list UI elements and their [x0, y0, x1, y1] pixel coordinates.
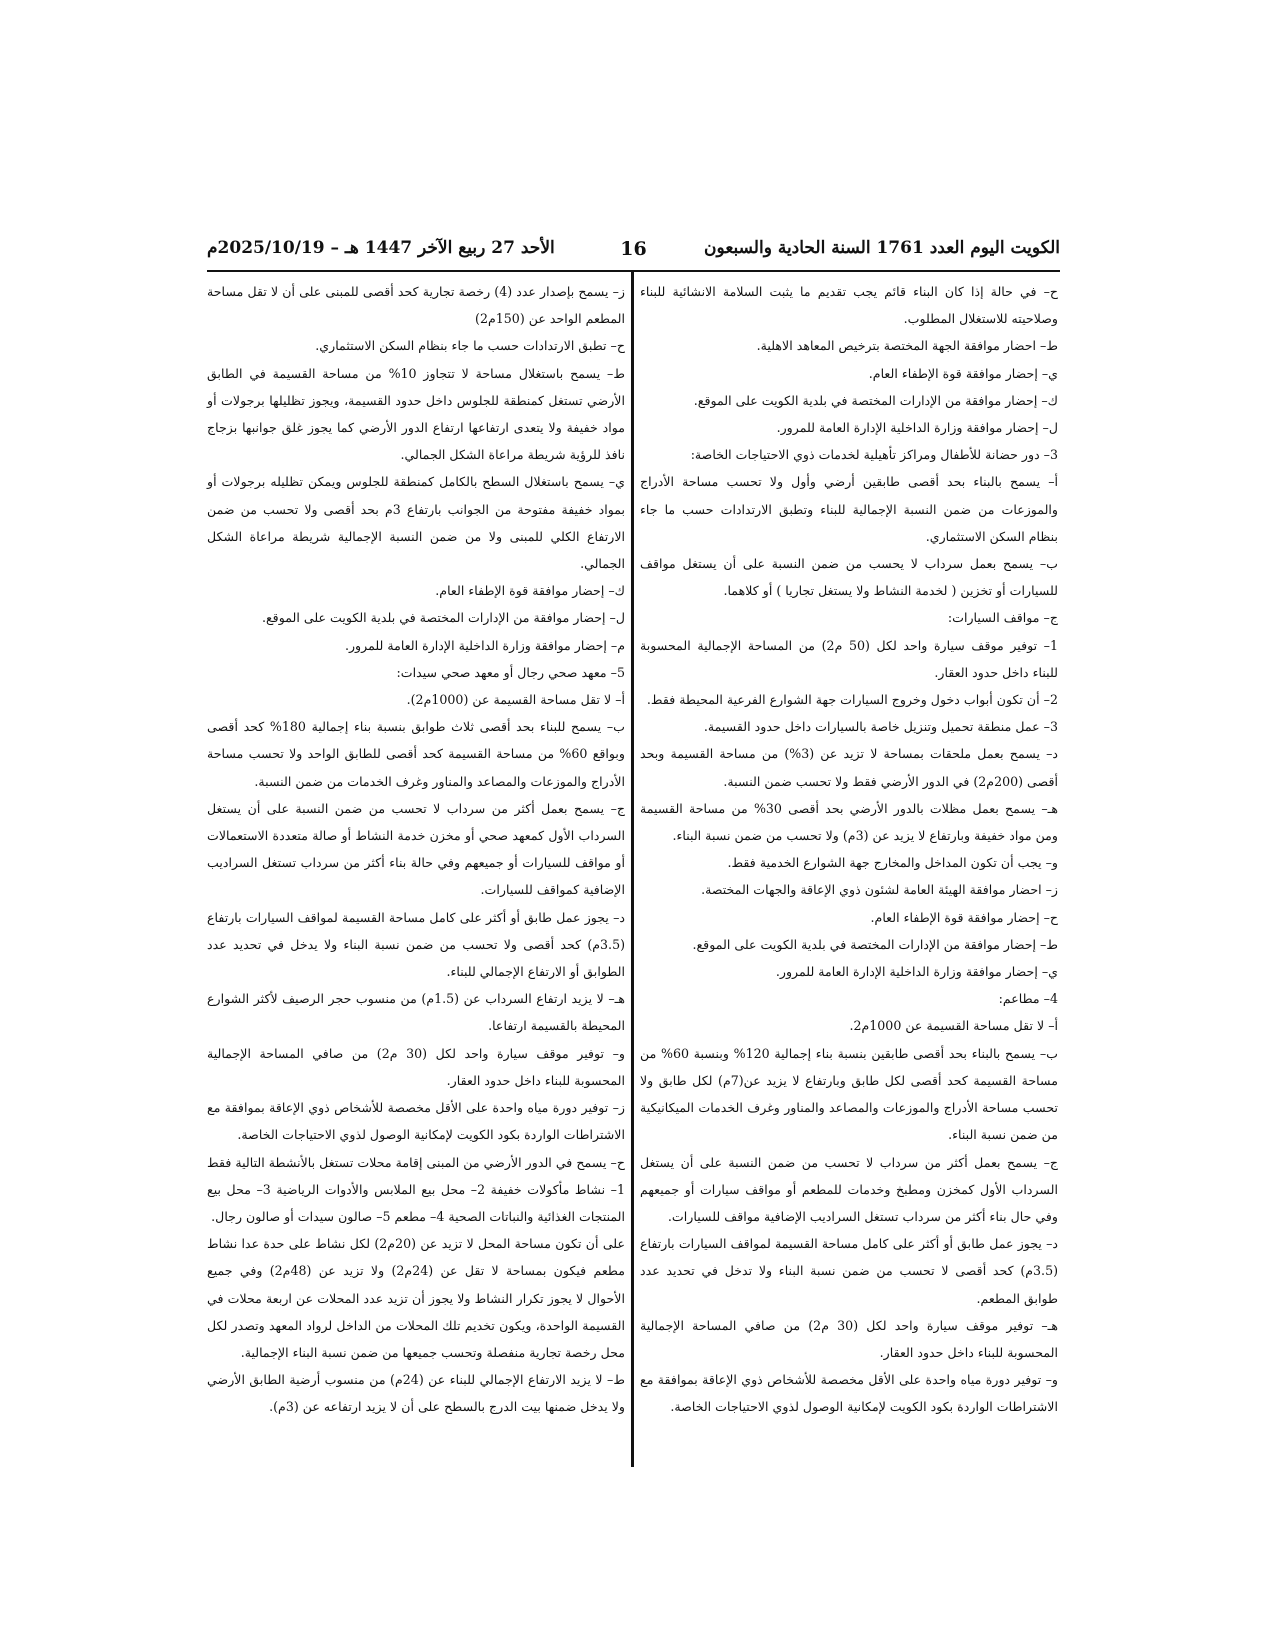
- paragraph: ز– توفير دورة مياه واحدة على الأقل مخصصة للأشخاص ذوي الإعاقة بموافقة مع الاشتراطات الواردة بكود الكويت لإمكانية الوصول لذوي الاحتياجات الخاصة.: [207, 1100, 625, 1143]
- section-heading: 3– دور حضانة للأطفال ومراكز تأهيلية لخدمات ذوي الاحتياجات الخاصة:: [690, 447, 1058, 463]
- section-heading: 4– مطاعم:: [998, 991, 1058, 1007]
- paragraph: و– توفير دورة مياه واحدة على الأقل مخصصة للأشخاص ذوي الإعاقة بموافقة مع الاشتراطات الواردة بكود الكويت لإمكانية الوصول لذوي الاحتياجات الخاصة.: [640, 1372, 1058, 1415]
- paragraph: ك– إحضار موافقة قوة الإطفاء العام.: [435, 583, 625, 599]
- paragraph: ل– إحضار موافقة وزارة الداخلية الإدارة العامة للمرور.: [776, 420, 1058, 436]
- paragraph: ح– إحضار موافقة قوة الإطفاء العام.: [870, 909, 1058, 925]
- paragraph: ب– يسمح بعمل سرداب لا يحسب من ضمن النسبة على أن يستغل مواقف للسيارات أو تخزين ( لخدمة النشاط ولا يستغل تجاريا ) أو كلاهما.: [640, 556, 1058, 599]
- page-number: 16: [620, 238, 647, 260]
- header-date: الأحد 27 ربيع الآخر 1447 هـ – 2025/10/19م: [207, 238, 555, 258]
- section-heading: 5– معهد صحي رجال أو معهد صحي سيدات:: [396, 664, 625, 680]
- paragraph: ي– إحضار موافقة وزارة الداخلية الإدارة العامة للمرور.: [775, 964, 1058, 980]
- paragraph: 2– أن تكون أبواب دخول وخروج السيارات جهة الشوارع الفرعية المحيطة فقط.: [646, 692, 1058, 708]
- paragraph: ح– يسمح في الدور الأرضي من المبنى إقامة محلات تستغل بالأنشطة التالية فقط 1– نشاط مأكولات خفيفة 2– محل بيع الملابس والأدوات الرياضية 3– محل بيع المنتجات الغذائية والنباتات الصحية 4– مطعم 5– صالون سيدات أو صالون رجال.: [207, 1154, 625, 1224]
- left-column: [207, 278, 625, 1421]
- paragraph: أ– لا تقل مساحة القسيمة عن (1000م2).: [406, 692, 625, 708]
- paragraph: ج– يسمح بعمل أكثر من سرداب لا تحسب من ضمن النسبة على أن يستغل السرداب الأول كمعهد صحي أو مخزن خدمة النشاط أو صالة متعددة الاستعمالات أو مواقف للسيارات أو جميعهم وفي حالة بناء أكثر من سرداب تستغل السراديب الإضافية كمواقف للسيارات.: [207, 800, 625, 898]
- paragraph: ط– يسمح باستغلال مساحة لا تتجاوز 10% من مساحة القسيمة في الطابق الأرضي تستغل كمنطقة للجلوس داخل حدود القسيمة، ويجوز تظليلها برجولات أو مواد خفيفة ولا يتعدى ارتفاعها ارتفاع الدور الأرضي كما يجوز غلق جوانبها بزجاج نافذ للرؤية شريطة مراعاة الشكل الجمالي.: [207, 365, 625, 463]
- paragraph: ي– إحضار موافقة قوة الإطفاء العام.: [868, 365, 1058, 381]
- paragraph: أ– لا تقل مساحة القسيمة عن 1000م2.: [849, 1018, 1058, 1034]
- paragraph: د– يجوز عمل طابق أو أكثر على كامل مساحة القسيمة لمواقف السيارات بارتفاع (3.5م) كحد أقصى لا تحسب من ضمن نسبة البناء ولا تدخل في تحديد عدد طوابق المطعم.: [640, 1236, 1058, 1306]
- paragraph: ج– يسمح بعمل أكثر من سرداب لا تحسب من ضمن النسبة على أن يستغل السرداب الأول كمخزن ومطبخ وخدمات للمطعم أو مواقف سيارات أو جميعهم وفي حال بناء أكثر من سرداب تستغل السراديب الإضافية مواقف للسيارات.: [640, 1154, 1058, 1224]
- paragraph: ج– مواقف السيارات:: [947, 610, 1058, 626]
- paragraph: ل– إحضار موافقة من الإدارات المختصة في بلدية الكويت على الموقع.: [261, 610, 625, 626]
- paragraph: هـ– توفير موقف سيارة واحد لكل (30 م2) من صافي المساحة الإجمالية المحسوبة للبناء داخل حدود العقار.: [640, 1317, 1058, 1360]
- paragraph: هـ– يسمح بعمل مظلات بالدور الأرضي بحد أقصى 30% من مساحة القسيمة ومن مواد خفيفة وبارتفاع لا يزيد عن (3م) ولا تحسب من ضمن نسبة البناء.: [640, 800, 1058, 844]
- paragraph: 1– توفير موقف سيارة واحد لكل (50 م2) من المساحة الإجمالية المحسوبة للبناء داخل حدود العقار.: [640, 637, 1058, 680]
- paragraph: ط– إحضار موافقة من الإدارات المختصة في بلدية الكويت على الموقع.: [692, 936, 1058, 952]
- paragraph: ك– إحضار موافقة من الإدارات المختصة في بلدية الكويت على الموقع.: [693, 392, 1058, 408]
- paragraph: ط– لا يزيد الارتفاع الإجمالي للبناء عن (24م) من منسوب أرضية الطابق الأرضي ولا يدخل ضمنها بيت الدرج بالسطح على أن لا يزيد ارتفاعه عن (3م).: [207, 1372, 626, 1415]
- header-issue-info: الكويت اليوم العدد 1761 السنة الحادية والسبعون: [704, 238, 1060, 258]
- paragraph: ح– في حالة إذا كان البناء قائم يجب تقديم ما يثبت السلامة الانشائية للبناء وصلاحيته للاستغلال المطلوب.: [640, 284, 1058, 327]
- column-divider: [631, 272, 634, 1467]
- paragraph: ي– يسمح باستغلال السطح بالكامل كمنطقة للجلوس ويمكن تظليله برجولات أو بمواد خفيفة مفتوحة من الجوانب بارتفاع 3م بحد أقصى ولا تحسب من ضمن الارتفاع الكلي للمبنى ولا من ضمن النسبة الإجمالية شريطة مراعاة الشكل الجمالي.: [207, 474, 625, 572]
- paragraph: على أن تكون مساحة المحل لا تزيد عن (20م2) لكل نشاط على حدة عدا نشاط مطعم فيكون بمساحة لا تقل عن (24م2) ولا تزيد عن (48م2) وفي جميع الأحوال لا يجوز تكرار النشاط ولا يجوز أن تزيد عدد المحلات عن اربعة محلات في القسيمة الواحدة، ويكون تخديم تلك المحلات من الداخل لرواد المعهد وتصدر لكل محل رخصة تجارية منفصلة وتحسب جميعها من ضمن نسبة البناء الإجمالية.: [207, 1236, 625, 1360]
- paragraph: ز– احضار موافقة الهيئة العامة لشئون ذوي الإعاقة والجهات المختصة.: [701, 882, 1058, 898]
- page-header: [207, 238, 1060, 270]
- paragraph: ح– تطبق الارتدادات حسب ما جاء بنظام السكن الاستثماري.: [315, 338, 625, 354]
- paragraph: د– يجوز عمل طابق أو أكثر على كامل مساحة القسيمة لمواقف السيارات بارتفاع (3.5م) كحد أقصى ولا تحسب من ضمن نسبة البناء ولا يدخل في تحديد عدد الطوابق أو الارتفاع الإجمالي للبناء.: [207, 909, 625, 980]
- paragraph: ط– احضار موافقة الجهة المختصة بترخيص المعاهد الاهلية.: [756, 338, 1058, 354]
- paragraph: و– يجب أن تكون المداخل والمخارج جهة الشوارع الخدمية فقط.: [727, 855, 1058, 871]
- paragraph: هـ– لا يزيد ارتفاع السرداب عن (1.5م) من منسوب حجر الرصيف لأكثر الشوارع المحيطة بالقسيمة ارتفاعا.: [207, 991, 625, 1034]
- paragraph: م– إحضار موافقة وزارة الداخلية الإدارة العامة للمرور.: [344, 637, 625, 653]
- paragraph: د– يسمح بعمل ملحقات بمساحة لا تزيد عن (3%) من مساحة القسيمة وبحد أقصى (200م2) في الدور الأرضي فقط ولا تحسب ضمن النسبة.: [640, 746, 1058, 789]
- right-column: [640, 278, 1058, 1421]
- paragraph: أ– يسمح بالبناء بحد أقصى طابقين أرضي وأول ولا تحسب مساحة الأدراج والموزعات من ضمن النسبة الإجمالية للبناء وتطبق الارتدادات حسب ما جاء بنظام السكن الاستثماري.: [640, 474, 1058, 544]
- paragraph: ب– يسمح بالبناء بحد أقصى طابقين بنسبة بناء إجمالية 120% وبنسبة 60% من مساحة القسيمة كحد أقصى لكل طابق وبارتفاع لا يزيد عن(7م) لكل طابق ولا تحسب مساحة الأدراج والموزعات والمصاعد والمناور وغرف الخدمات الميكانيكية من ضمن نسبة البناء.: [640, 1045, 1058, 1143]
- paragraph: 3– عمل منطقة تحميل وتنزيل خاصة بالسيارات داخل حدود القسيمة.: [703, 719, 1058, 735]
- paragraph: ب– يسمح للبناء بحد أقصى ثلاث طوابق بنسبة بناء إجمالية 180% كحد أقصى وبواقع 60% من مساحة القسيمة كحد أقصى للطابق الواحد ولا تحسب مساحة الأدراج والموزعات والمصاعد والمناور وغرف الخدمات من ضمن النسبة.: [207, 719, 626, 789]
- paragraph: ز– يسمح بإصدار عدد (4) رخصة تجارية كحد أقصى للمبنى على أن لا تقل مساحة المطعم الواحد عن (150م2): [207, 284, 625, 327]
- paragraph: و– توفير موقف سيارة واحد لكل (30 م2) من صافي المساحة الإجمالية المحسوبة للبناء داخل حدود العقار.: [207, 1045, 625, 1088]
